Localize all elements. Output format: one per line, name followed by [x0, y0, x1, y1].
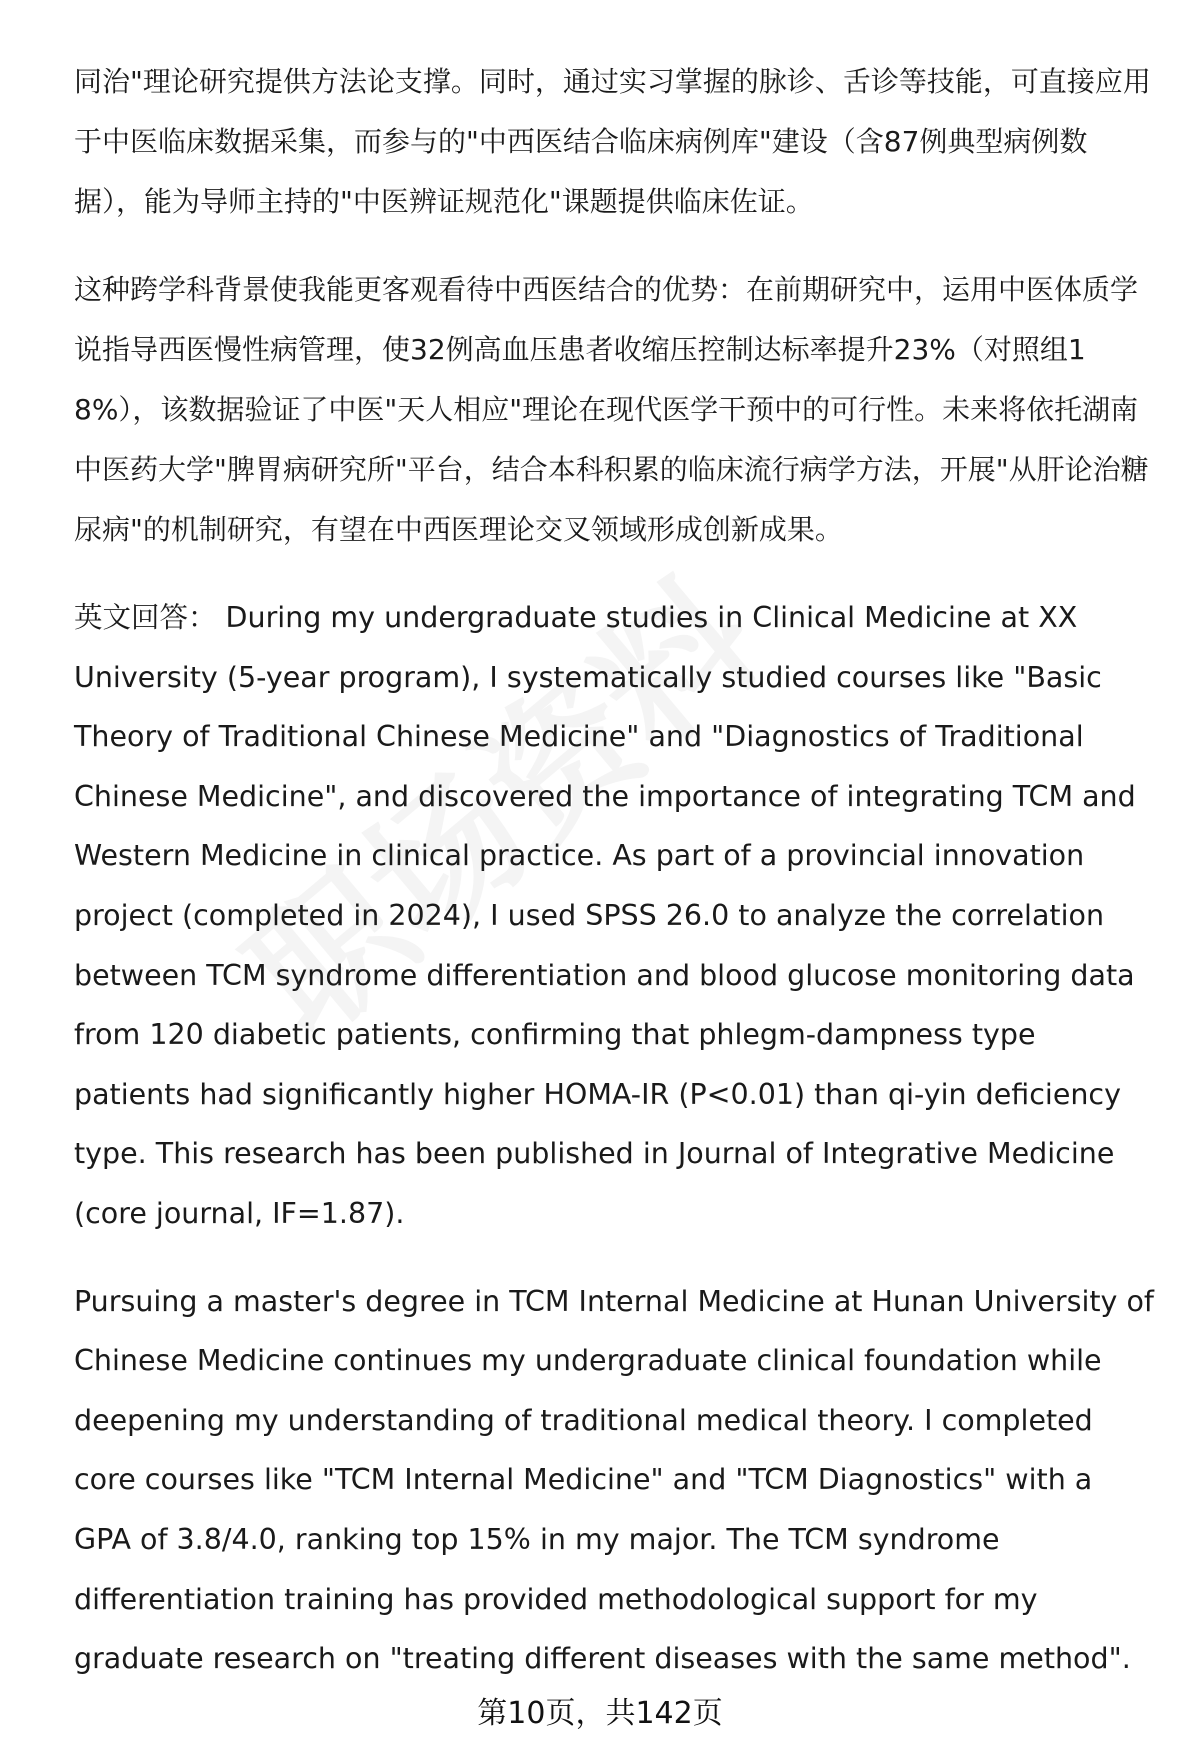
- paragraph-2: 这种跨学科背景使我能更客观看待中西医结合的优势：在前期研究中，运用中医体质学说指导西医慢性病管理，使32例高血压患者收缩压控制达标率提升23%（对照组18%），该数据验证了中医"天人相应"理论在现代医学干预中的可行性。未来将依托湖南中医药大学"脾胃病研究所"平台，结合本科积累的临床流行病学方法，开展"从肝论治糖尿病"的机制研究，有望在中西医理论交叉领域形成创新成果。: [74, 273, 1149, 546]
- paragraph-4: Pursuing a master's degree in TCM Internal Medicine at Hunan University of Chinese Medicine continues my undergraduate clinical foundation while deepening my understanding of traditional medical theory. I completed core courses like "TCM Internal Medicine" and "TCM Diagnostics" with a GPA of 3.8/4.0, ranking top 15% in my major. The TCM syndrome differentiation training has provided methodological support for my graduate research on "treating different diseases with the same method".: [74, 1284, 1154, 1676]
- paragraph-3: 英文回答： During my undergraduate studies in Clinical Medicine at XX University (5-year program), I systematically studied courses like "Basic Theory of Traditional Chinese Medicine" and "Diagnostics of Traditional Chinese Medicine", and discovered the importance of integrating TCM and Western Medicine in clinical practice. As part of a provincial innovation project (completed in 2024), I used SPSS 26.0 to analyze the correlation between TCM syndrome differentiation and blood glucose monitoring data from 120 diabetic patients, confirming that phlegm-dampness type patients had significantly higher HOMA-IR (P<0.01) than qi-yin deficiency type. This research has been published in Journal of Integrative Medicine (core journal, IF=1.87).: [74, 601, 1136, 1230]
- page-number-footer: 第10页，共142页: [477, 1696, 723, 1731]
- document-body: [74, 52, 1154, 1689]
- paragraph-1: 同治"理论研究提供方法论支撑。同时，通过实习掌握的脉诊、舌诊等技能，可直接应用于中医临床数据采集，而参与的"中西医结合临床病例库"建设（含87例典型病例数据），能为导师主持的"中医辨证规范化"课题提供临床佐证。: [74, 65, 1151, 218]
